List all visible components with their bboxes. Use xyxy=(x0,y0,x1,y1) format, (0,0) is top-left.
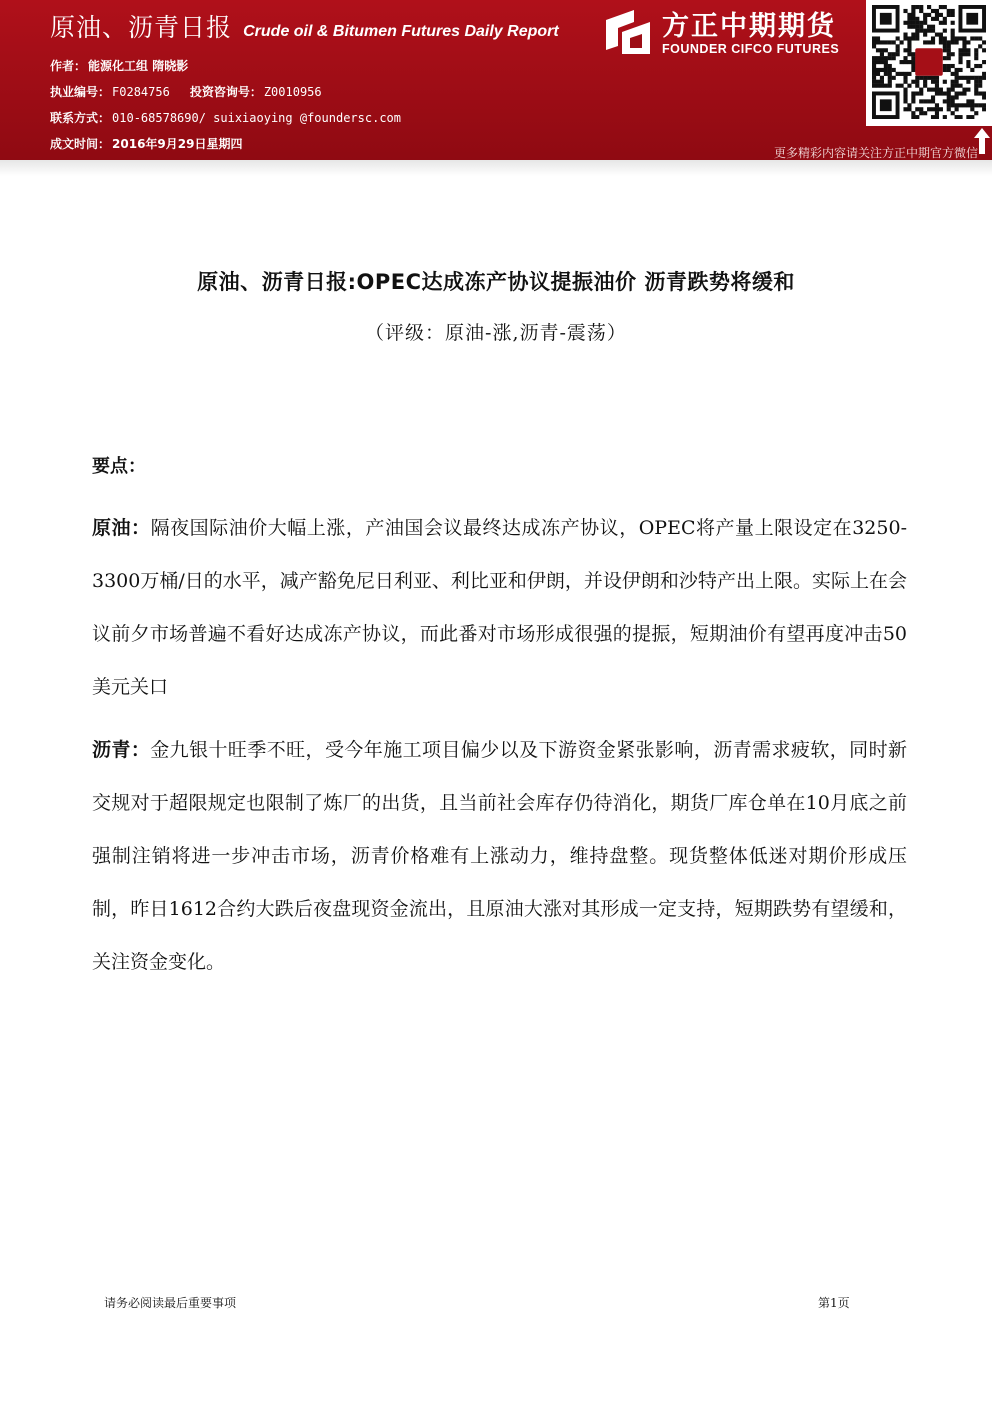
date-line xyxy=(50,135,242,152)
asphalt-tag: 沥青： xyxy=(92,739,151,761)
logo-text-en: FOUNDER CIFCO FUTURES xyxy=(662,42,840,56)
report-title-cn: 原油、沥青日报 xyxy=(50,13,233,42)
qr-code-icon xyxy=(872,5,986,119)
header-divider xyxy=(0,160,992,176)
page-number: 第1页 xyxy=(818,1296,850,1310)
key-points-heading: 要点： xyxy=(92,456,146,477)
crude-oil-paragraph xyxy=(92,502,907,714)
logo-text-cn: 方正中期期货 xyxy=(662,11,836,42)
author-label: 作者： xyxy=(50,59,87,73)
contact-value[interactable]: 010-68578690/ suixiaoying @foundersc.com xyxy=(112,111,401,125)
crude-oil-tag: 原油： xyxy=(92,517,151,539)
date-label: 成文时间： xyxy=(50,137,111,151)
license-value: F0284756 xyxy=(112,85,170,99)
report-header-band xyxy=(0,0,992,160)
document-title: 原油、沥青日报:OPEC达成冻产协议提振油价 沥青跌势将缓和 xyxy=(197,270,795,294)
wechat-qr-code[interactable] xyxy=(866,0,992,126)
date-value: 2016年9月29日星期四 xyxy=(112,137,243,151)
author-line xyxy=(50,57,188,74)
document-subtitle: （评级：原油-涨,沥青-震荡） xyxy=(365,322,627,344)
license-line xyxy=(50,83,322,100)
report-title-en: Crude oil & Bitumen Futures Daily Report xyxy=(243,23,559,40)
license-label: 执业编号： xyxy=(50,85,111,99)
company-logo xyxy=(604,4,860,62)
consult-label: 投资咨询号： xyxy=(189,85,262,99)
follow-wechat-note: 更多精彩内容请关注方正中期官方微信 xyxy=(773,146,978,160)
report-title xyxy=(50,8,559,44)
contact-line xyxy=(50,109,401,126)
asphalt-paragraph xyxy=(92,724,907,989)
crude-oil-text: 隔夜国际油价大幅上涨，产油国会议最终达成冻产协议，OPEC将产量上限设定在3250-3300万桶/日的水平，减产豁免尼日利亚、利比亚和伊朗，并设伊朗和沙特产出上限。实际上在会议前夕市场普遍不看好达成冻产协议，而此番对市场形成很强的提振，短期油价有望再度冲击50美元关口 xyxy=(92,517,907,698)
footer-disclaimer: 请务必阅读最后重要事项 xyxy=(104,1296,237,1310)
founder-logo-icon xyxy=(604,8,652,56)
consult-value: Z0010956 xyxy=(263,85,322,99)
author-value: 能源化工组 隋晓影 xyxy=(88,59,189,73)
asphalt-text: 金九银十旺季不旺，受今年施工项目偏少以及下游资金紧张影响，沥青需求疲软，同时新交规对于超限规定也限制了炼厂的出货，且当前社会库存仍待消化，期货厂库仓单在10月底之前强制注销将进一步冲击市场，沥青价格难有上涨动力，维持盘整。现货整体低迷对期价形成压制，昨日1612合约大跌后夜盘现资金流出，且原油大涨对其形成一定支持，短期跌势有望缓和，关注资金变化。 xyxy=(92,739,907,973)
contact-label: 联系方式： xyxy=(50,111,111,125)
